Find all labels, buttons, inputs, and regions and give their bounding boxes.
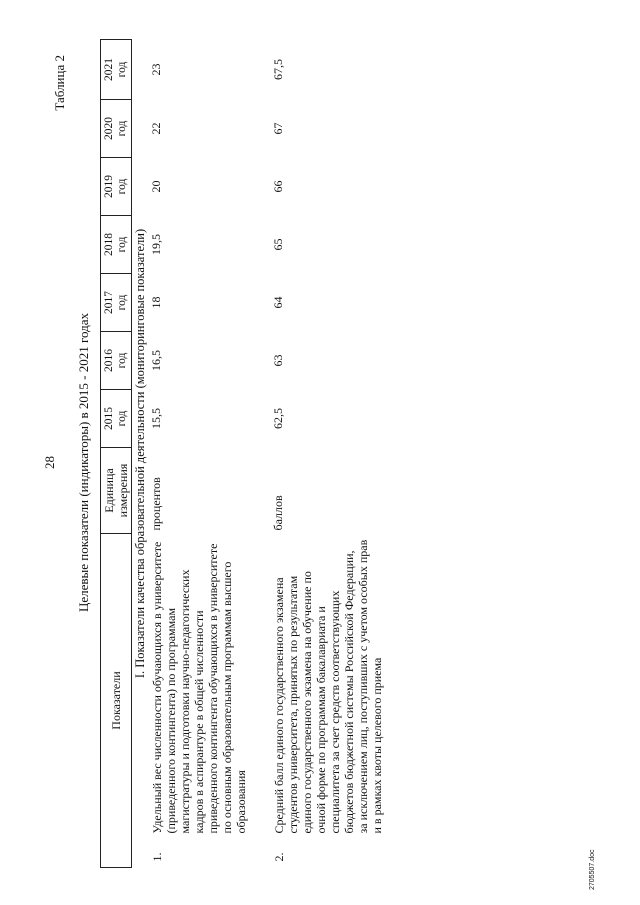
header-year-2019 <box>101 158 132 216</box>
header-year-2017 <box>101 274 132 332</box>
year-label: 2021 <box>103 58 115 81</box>
indicator-text: Средний балл единого государственного экзамена студентов университета, принятых по результатам единого государственного экзамена на обучение по очной форме по программам бакалавриата и специалитета за счет средств соответствующих бюджетов бюджетной системы Российской Федерации, за исключением лиц, поступивших с учетом особых прав и в рамках квоты целевого приема <box>272 539 384 834</box>
year-suffix: год <box>116 352 128 369</box>
value-2016: 63 <box>271 354 285 367</box>
year-suffix: год <box>116 294 128 311</box>
table-label: Таблица 2 <box>52 55 67 111</box>
row-number: 1. <box>150 852 164 862</box>
value-2017: 18 <box>149 296 163 309</box>
indicators-table <box>100 39 386 868</box>
value-2019: 66 <box>271 180 285 193</box>
value-2018: 19,5 <box>149 234 163 255</box>
unit-cell: баллов <box>271 495 285 531</box>
year-label: 2015 <box>103 407 115 430</box>
header-indicators: Показатели <box>101 534 132 868</box>
year-label: 2018 <box>103 233 115 256</box>
header-year-2016 <box>101 332 132 390</box>
value-2020: 67 <box>271 122 285 135</box>
unit-cell: процентов <box>149 477 163 531</box>
value-2016: 16,5 <box>149 350 163 371</box>
value-2019: 20 <box>149 180 163 193</box>
year-label: 2016 <box>103 349 115 372</box>
section-row <box>132 40 149 868</box>
table-title: Целевые показатели (индикаторы) в 2015 - 2021 годах <box>76 312 91 613</box>
page-number: 28 <box>42 456 57 469</box>
header-unit-line1: Единица <box>102 468 116 513</box>
year-suffix: год <box>116 236 128 253</box>
table-row <box>148 40 250 868</box>
year-label: 2017 <box>103 291 115 314</box>
value-2021: 67,5 <box>271 59 285 80</box>
header-year-2020 <box>101 100 132 158</box>
row-number: 2. <box>272 852 286 862</box>
row-spacer <box>250 40 270 868</box>
header-year-2021 <box>101 40 132 100</box>
value-2020: 22 <box>149 122 163 135</box>
year-suffix: год <box>116 120 128 137</box>
year-suffix: год <box>116 178 128 195</box>
header-year-2015 <box>101 390 132 448</box>
year-suffix: год <box>116 61 128 78</box>
indicator-cell <box>270 534 386 868</box>
value-2017: 64 <box>271 296 285 309</box>
header-unit <box>101 448 132 534</box>
value-2015: 15,5 <box>149 408 163 429</box>
header-unit-line2: измерения <box>116 463 130 518</box>
year-suffix: год <box>116 410 128 427</box>
rotated-page <box>40 35 600 890</box>
indicator-cell <box>148 534 250 868</box>
file-reference: 2705507.doc <box>589 849 596 890</box>
value-2015: 62,5 <box>271 408 285 429</box>
section-title: I. Показатели качества образовательной деятельности (мониторинговые показатели) <box>133 228 147 679</box>
header-year-2018 <box>101 216 132 274</box>
table-row <box>270 40 386 868</box>
year-label: 2019 <box>103 175 115 198</box>
value-2018: 65 <box>271 238 285 251</box>
table-header-row <box>101 40 132 868</box>
year-label: 2020 <box>103 117 115 140</box>
indicator-text: Удельный вес численности обучающихся в университете (приведенного контингента) по программам магистратуры и подготовки научно-педагогических кадров в аспирантуре в общей численности приведенного контингента обучающихся в университете по основным образовательным программам высшего образования <box>150 541 248 834</box>
value-2021: 23 <box>149 63 163 76</box>
